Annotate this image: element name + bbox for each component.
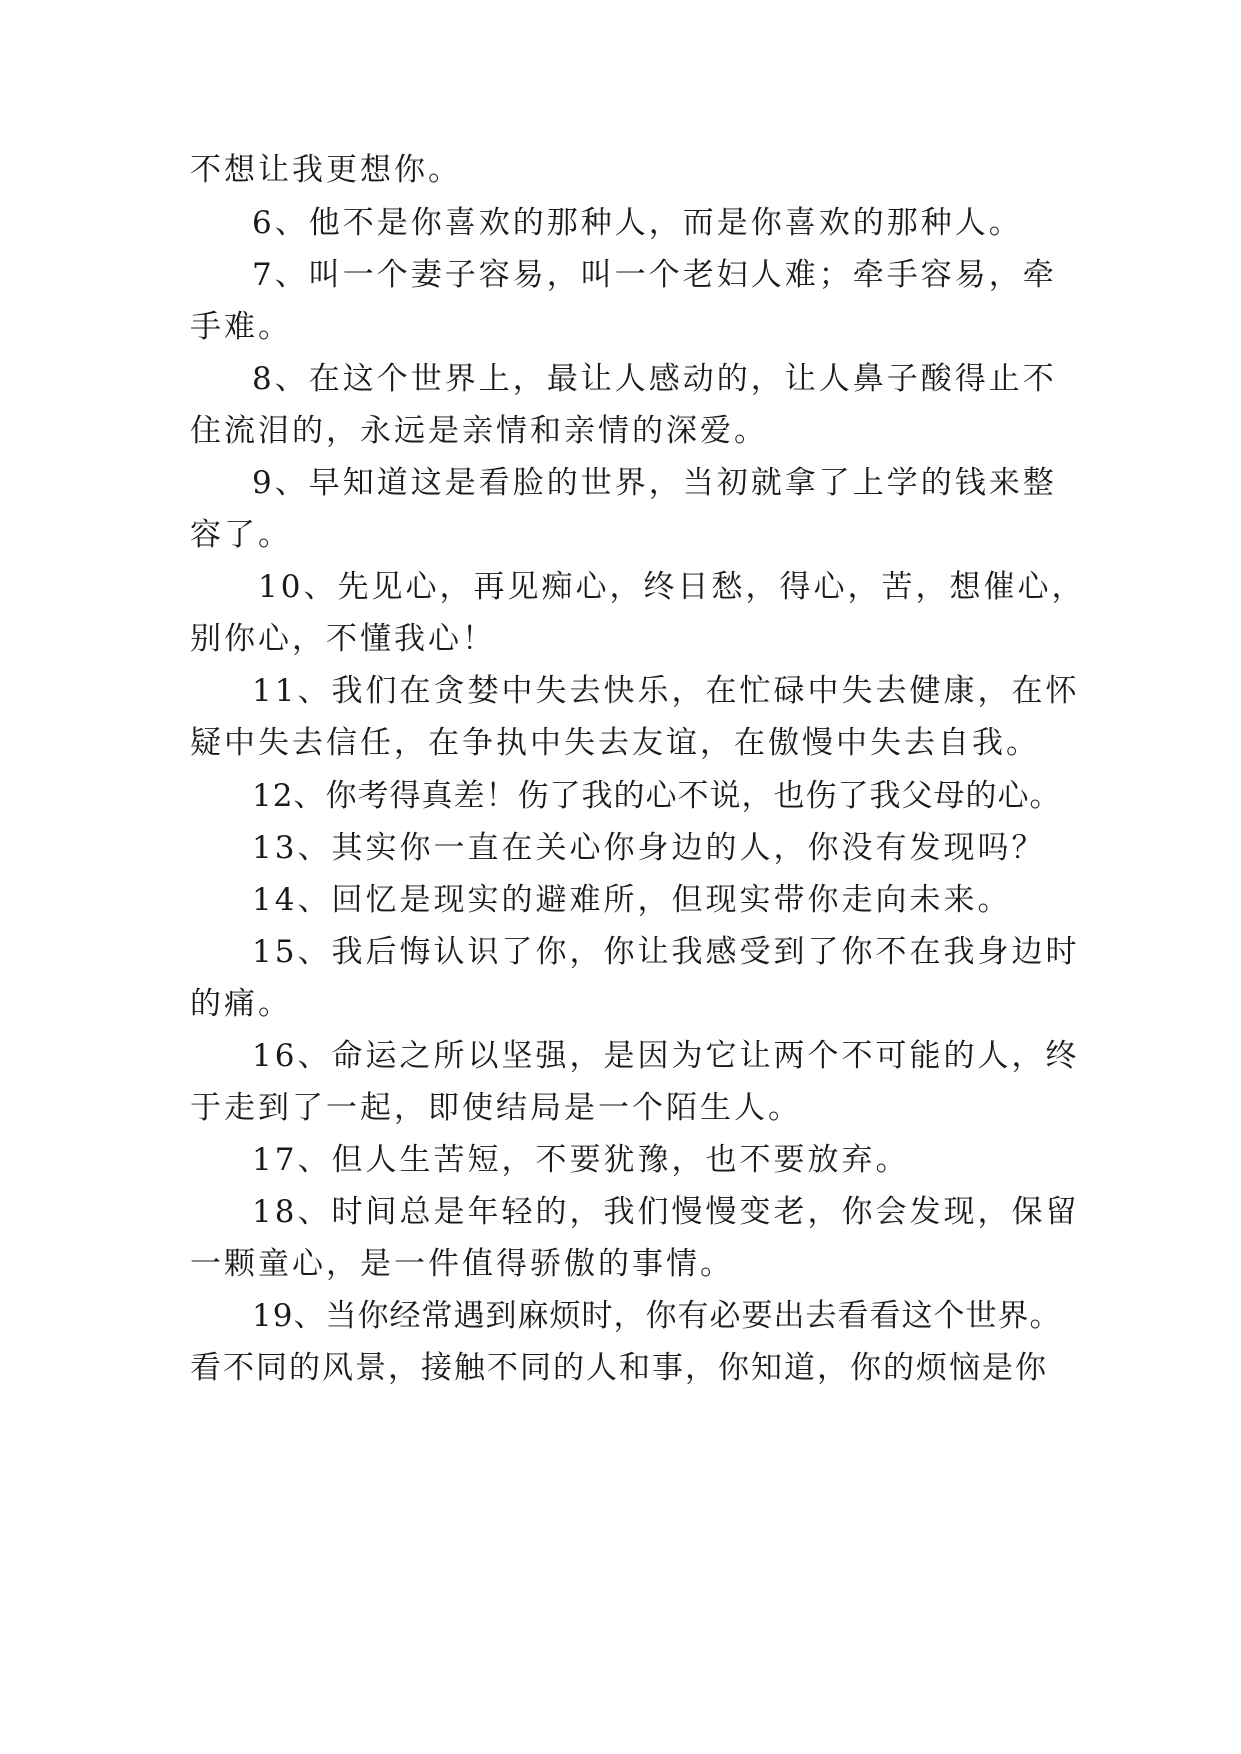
text-line: 11、我们在贪婪中失去快乐，在忙碌中失去健康，在怀 [252, 673, 1080, 709]
text-line: 15、我后悔认识了你，你让我感受到了你不在我身边时 [252, 934, 1080, 970]
text-line: 看不同的风景，接触不同的人和事，你知道，你的烦恼是你 [190, 1350, 1048, 1386]
text-line: 9、早知道这是看脸的世界，当初就拿了上学的钱来整 [252, 465, 1057, 501]
text-line: 的痛。 [190, 986, 292, 1022]
text-line: 一颗童心，是一件值得骄傲的事情。 [190, 1246, 734, 1282]
text-line: 别你心，不懂我心！ [190, 621, 496, 657]
text-line: 6、他不是你喜欢的那种人，而是你喜欢的那种人。 [252, 205, 1023, 241]
text-line: 手难。 [190, 309, 292, 345]
text-line: 13、其实你一直在关心你身边的人，你没有发现吗？ [252, 830, 1046, 866]
text-line: 19、当你经常遇到麻烦时，你有必要出去看看这个世界。 [252, 1298, 1062, 1334]
text-line: 不想让我更想你。 [190, 152, 462, 188]
text-line: 住流泪的，永远是亲情和亲情的深爱。 [190, 413, 768, 449]
text-line: 18、时间总是年轻的，我们慢慢变老，你会发现，保留 [252, 1194, 1080, 1230]
text-line: 16、命运之所以坚强，是因为它让两个不可能的人，终 [252, 1038, 1080, 1074]
text-line: 疑中失去信任，在争执中失去友谊，在傲慢中失去自我。 [190, 725, 1040, 761]
text-line: 10、先见心，再见痴心，终日愁，得心，苦，想催心， [258, 569, 1086, 605]
text-line: 12、你考得真差！伤了我的心不说，也伤了我父母的心。 [252, 778, 1062, 814]
text-line: 于走到了一起，即使结局是一个陌生人。 [190, 1090, 802, 1126]
text-line: 17、但人生苦短，不要犹豫，也不要放弃。 [252, 1142, 910, 1178]
text-line: 14、回忆是现实的避难所，但现实带你走向未来。 [252, 882, 1012, 918]
text-line: 7、叫一个妻子容易，叫一个老妇人难；牵手容易，牵 [252, 257, 1057, 293]
text-line: 容了。 [190, 517, 292, 553]
text-line: 8、在这个世界上，最让人感动的，让人鼻子酸得止不 [252, 361, 1057, 397]
